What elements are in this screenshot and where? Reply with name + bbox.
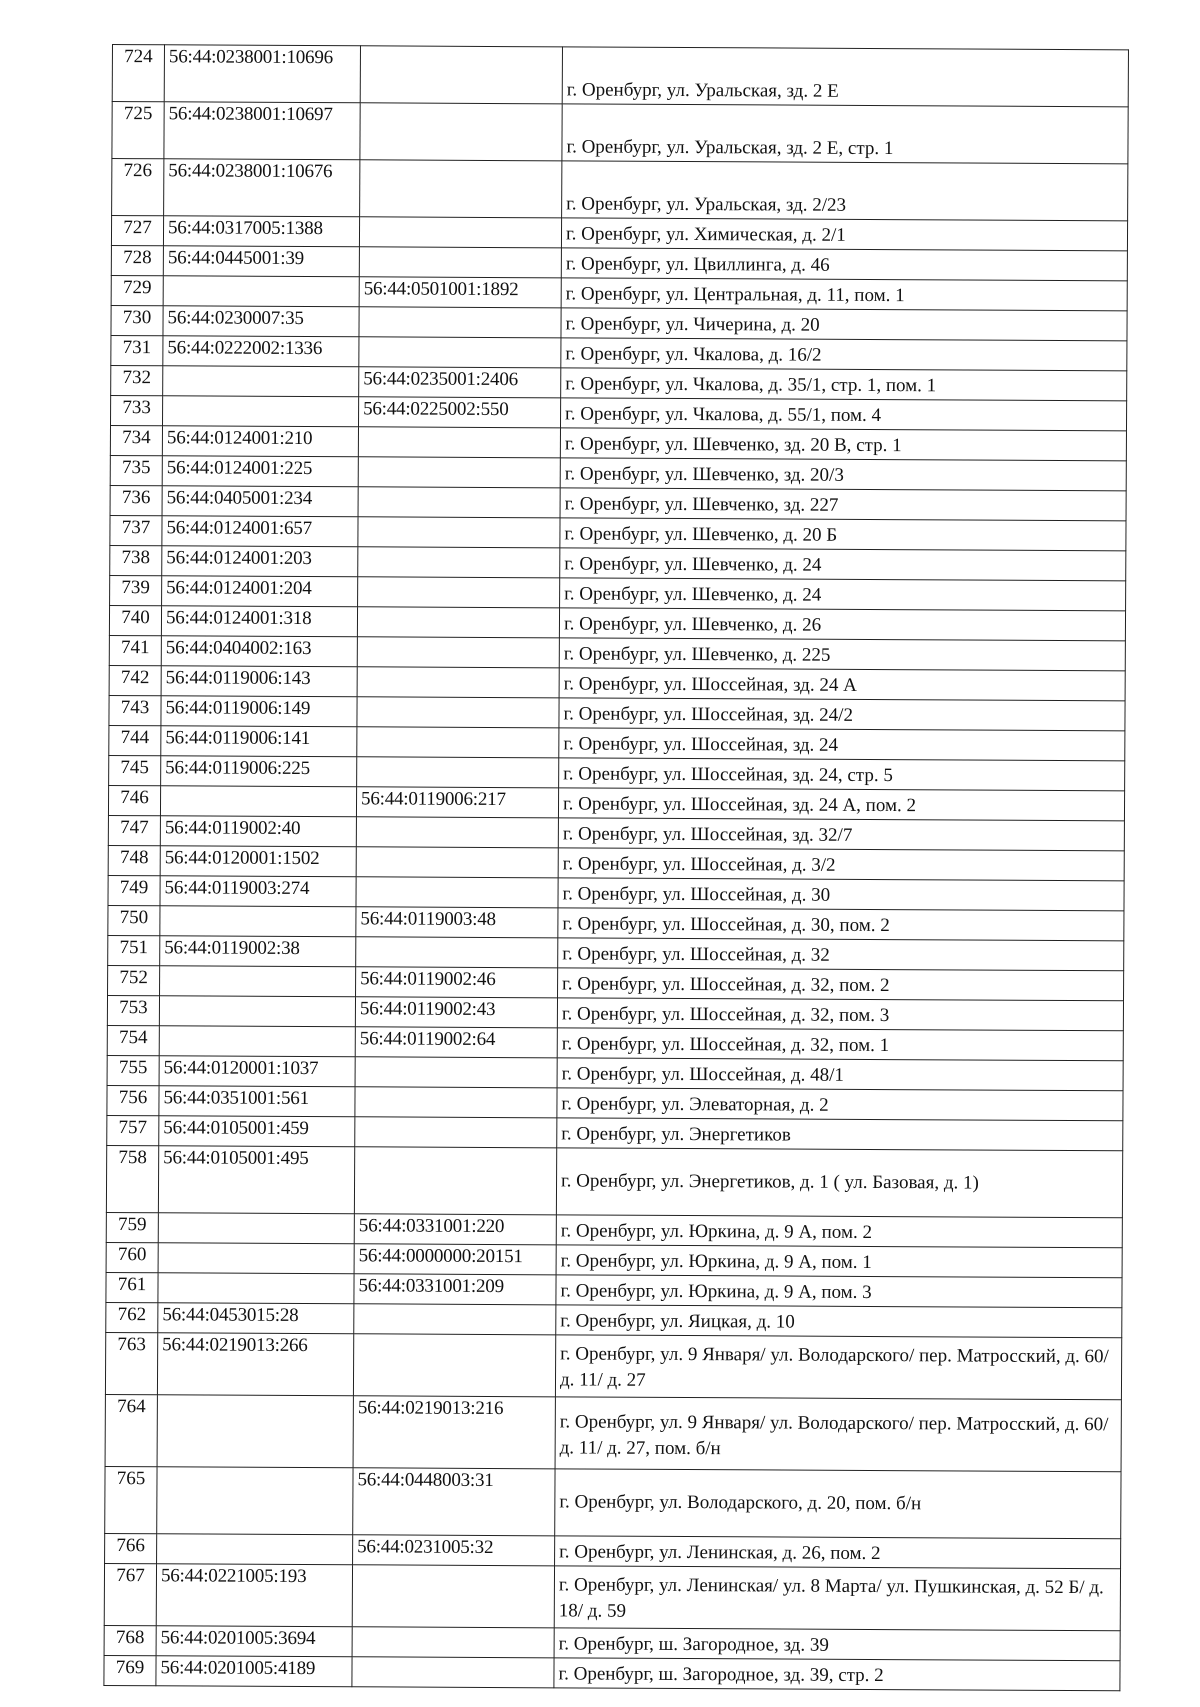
- row-number: 761: [106, 1272, 158, 1302]
- cadastral-number-premises: 56:44:0119002:64: [355, 1027, 557, 1058]
- cadastral-number-premises: [356, 847, 558, 878]
- cadastral-number-building: 56:44:0119002:40: [160, 816, 356, 847]
- cadastral-number-premises: [360, 46, 562, 104]
- row-number: 751: [108, 935, 160, 965]
- cadastral-number-building: 56:44:0230007:35: [163, 306, 359, 337]
- cadastral-number-building: [157, 1395, 353, 1468]
- table-row: [105, 1332, 1121, 1399]
- address-cell: г. Оренбург, ш. Загородное, зд. 39: [554, 1628, 1120, 1661]
- cadastral-number-building: 56:44:0124001:657: [162, 516, 358, 547]
- cadastral-number-building: 56:44:0124001:318: [161, 606, 357, 637]
- cadastral-number-premises: [355, 1117, 557, 1148]
- row-number: 764: [105, 1394, 157, 1466]
- cadastral-number-premises: [359, 247, 561, 278]
- address-cell: г. Оренбург, ул. Шевченко, д. 24: [560, 578, 1126, 611]
- address-cell: г. Оренбург, ул. Шоссейная, д. 30: [558, 878, 1124, 911]
- cadastral-number-premises: [358, 427, 560, 458]
- address-cell: г. Оренбург, ул. Чкалова, д. 55/1, пом. 4: [560, 398, 1126, 431]
- cadastral-number-building: 56:44:0222002:1336: [163, 336, 359, 367]
- cadastral-number-premises: 56:44:0501001:1892: [359, 277, 561, 308]
- row-number: 729: [111, 275, 163, 305]
- address-cell: г. Оренбург, ул. Цвиллинга, д. 46: [561, 248, 1127, 281]
- row-number: 757: [107, 1115, 159, 1145]
- cadastral-number-premises: 56:44:0000000:20151: [354, 1244, 556, 1275]
- cadastral-number-premises: [353, 1334, 555, 1397]
- cadastral-number-building: 56:44:0404002:163: [161, 636, 357, 667]
- cadastral-number-premises: [355, 1057, 557, 1088]
- address-cell: г. Оренбург, ул. Чичерина, д. 20: [561, 308, 1127, 341]
- address-cell: г. Оренбург, ул. Чкалова, д. 35/1, стр. 1, пом. 1: [561, 368, 1127, 401]
- row-number: 741: [109, 635, 161, 665]
- row-number: 763: [105, 1332, 157, 1394]
- cadastral-number-building: 56:44:0120001:1037: [159, 1056, 355, 1087]
- address-cell: г. Оренбург, ул. Центральная, д. 11, пом. 1: [561, 278, 1127, 311]
- row-number: 755: [107, 1055, 159, 1085]
- row-number: 762: [106, 1302, 158, 1332]
- cadastral-number-premises: [356, 817, 558, 848]
- cadastral-number-building: [158, 1213, 354, 1244]
- cadastral-number-premises: [356, 877, 558, 908]
- row-number: 747: [108, 815, 160, 845]
- cadastral-number-building: 56:44:0124001:204: [162, 576, 358, 607]
- cadastral-number-premises: [359, 337, 561, 368]
- cadastral-number-building: 56:44:0453015:28: [158, 1303, 354, 1334]
- address-cell: г. Оренбург, ул. Шевченко, зд. 20/3: [560, 458, 1126, 491]
- document-page: [103, 44, 1129, 1691]
- address-cell: г. Оренбург, ул. Володарского, д. 20, пом. б/н: [555, 1469, 1121, 1539]
- row-number: 750: [108, 905, 160, 935]
- address-cell: г. Оренбург, ул. Шоссейная, зд. 24/2: [559, 698, 1125, 731]
- table-row: [105, 1466, 1121, 1538]
- cadastral-number-building: 56:44:0119002:38: [160, 936, 356, 967]
- row-number: 767: [104, 1563, 156, 1625]
- address-cell: г. Оренбург, ул. Шоссейная, зд. 24: [559, 728, 1125, 761]
- address-cell: г. Оренбург, ул. Ленинская, д. 26, пом. 2: [555, 1536, 1121, 1569]
- cadastral-number-premises: [360, 103, 562, 161]
- cadastral-number-building: 56:44:0238001:10697: [164, 102, 360, 160]
- row-number: 745: [109, 755, 161, 785]
- address-cell: г. Оренбург, ул. Юркина, д. 9 А, пом. 1: [556, 1245, 1122, 1278]
- cadastral-number-premises: [356, 937, 558, 968]
- address-cell: г. Оренбург, ул. Яицкая, д. 10: [556, 1305, 1122, 1338]
- address-cell: г. Оренбург, ул. 9 Января/ ул. Володарского/ пер. Матросский, д. 60/ д. 11/ д. 27: [555, 1335, 1121, 1400]
- cadastral-number-premises: [357, 637, 559, 668]
- cadastral-number-building: 56:44:0105001:495: [158, 1146, 354, 1214]
- row-number: 749: [108, 875, 160, 905]
- cadastral-number-premises: 56:44:0219013:216: [353, 1396, 555, 1469]
- address-cell: г. Оренбург, ул. Ленинская/ ул. 8 Марта/ ул. Пушкинская, д. 52 Б/ д. 18/ д. 59: [554, 1566, 1120, 1631]
- row-number: 733: [111, 395, 163, 425]
- address-cell: г. Оренбург, ул. 9 Января/ ул. Володарского/ пер. Матросский, д. 60/ д. 11/ д. 27, пом. б/н: [555, 1397, 1121, 1472]
- row-number: 758: [106, 1145, 158, 1212]
- address-cell: г. Оренбург, ул. Шоссейная, зд. 24, стр. 5: [559, 758, 1125, 791]
- address-cell: г. Оренбург, ул. Шевченко, зд. 227: [560, 488, 1126, 521]
- cadastral-number-premises: [352, 1565, 554, 1628]
- row-number: 753: [107, 995, 159, 1025]
- table-row: [105, 1394, 1121, 1471]
- cadastral-number-building: [160, 966, 356, 997]
- table-row: [112, 45, 1128, 107]
- row-number: 742: [109, 665, 161, 695]
- cadastral-number-building: 56:44:0119006:149: [161, 696, 357, 727]
- address-cell: г. Оренбург, ул. Шевченко, д. 20 Б: [560, 518, 1126, 551]
- cadastral-number-building: [163, 396, 359, 427]
- address-cell: г. Оренбург, ул. Шоссейная, д. 32: [558, 938, 1124, 971]
- row-number: 748: [108, 845, 160, 875]
- cadastral-number-premises: [352, 1627, 554, 1658]
- address-cell: г. Оренбург, ул. Шоссейная, зд. 24 А, пом. 2: [558, 788, 1124, 821]
- cadastral-number-premises: [354, 1147, 556, 1215]
- address-cell: г. Оренбург, ул. Юркина, д. 9 А, пом. 3: [556, 1275, 1122, 1308]
- cadastral-number-building: 56:44:0201005:3694: [156, 1626, 352, 1657]
- cadastral-number-building: [160, 786, 356, 817]
- address-cell: г. Оренбург, ул. Уральская, зд. 2/23: [562, 161, 1128, 221]
- address-cell: г. Оренбург, ул. Шоссейная, д. 32, пом. 1: [557, 1028, 1123, 1061]
- cadastral-number-premises: [357, 727, 559, 758]
- row-number: 744: [109, 725, 161, 755]
- cadastral-number-building: 56:44:0120001:1502: [160, 846, 356, 877]
- cadastral-number-premises: [357, 667, 559, 698]
- address-cell: г. Оренбург, ул. Шевченко, д. 26: [559, 608, 1125, 641]
- cadastral-number-premises: 56:44:0235001:2406: [359, 367, 561, 398]
- table-row: [104, 1655, 1120, 1690]
- address-cell: г. Оренбург, ул. Юркина, д. 9 А, пом. 2: [556, 1215, 1122, 1248]
- cadastral-number-premises: [358, 517, 560, 548]
- row-number: 743: [109, 695, 161, 725]
- row-number: 732: [111, 365, 163, 395]
- row-number: 731: [111, 335, 163, 365]
- address-cell: г. Оренбург, ул. Шоссейная, д. 32, пом. 2: [558, 968, 1124, 1001]
- cadastral-number-premises: 56:44:0331001:209: [354, 1274, 556, 1305]
- address-cell: г. Оренбург, ул. Шоссейная, зд. 24 А: [559, 668, 1125, 701]
- cadastral-number-premises: [358, 457, 560, 488]
- property-table: [103, 44, 1129, 1691]
- address-cell: г. Оренбург, ул. Уральская, зд. 2 Е: [562, 47, 1128, 107]
- cadastral-number-building: 56:44:0201005:4189: [156, 1656, 352, 1687]
- cadastral-number-building: [158, 1273, 354, 1304]
- cadastral-number-premises: [359, 307, 561, 338]
- cadastral-number-premises: [358, 547, 560, 578]
- cadastral-number-premises: 56:44:0119002:46: [356, 967, 558, 998]
- row-number: 724: [112, 45, 164, 102]
- cadastral-number-building: 56:44:0105001:459: [159, 1116, 355, 1147]
- property-table-body: [104, 45, 1129, 1691]
- cadastral-number-building: 56:44:0124001:225: [162, 456, 358, 487]
- cadastral-number-building: 56:44:0221005:193: [156, 1564, 352, 1627]
- address-cell: г. Оренбург, ул. Шоссейная, д. 30, пом. 2: [558, 908, 1124, 941]
- row-number: 728: [111, 245, 163, 275]
- row-number: 739: [110, 575, 162, 605]
- cadastral-number-premises: [358, 577, 560, 608]
- cadastral-number-building: 56:44:0124001:210: [162, 426, 358, 457]
- cadastral-number-building: 56:44:0119006:143: [161, 666, 357, 697]
- cadastral-number-premises: [360, 160, 562, 218]
- address-cell: г. Оренбург, ул. Шевченко, зд. 20 В, стр. 1: [560, 428, 1126, 461]
- row-number: 730: [111, 305, 163, 335]
- cadastral-number-building: 56:44:0238001:10676: [164, 159, 360, 217]
- cadastral-number-building: 56:44:0119003:274: [160, 876, 356, 907]
- cadastral-number-building: 56:44:0119006:225: [161, 756, 357, 787]
- cadastral-number-building: 56:44:0317005:1388: [163, 216, 359, 247]
- address-cell: г. Оренбург, ул. Шоссейная, д. 32, пом. 3: [557, 998, 1123, 1031]
- cadastral-number-building: [157, 1534, 353, 1565]
- row-number: 768: [104, 1625, 156, 1655]
- address-cell: г. Оренбург, ул. Шоссейная, зд. 32/7: [558, 818, 1124, 851]
- table-row: [106, 1145, 1122, 1217]
- cadastral-number-premises: [359, 217, 561, 248]
- cadastral-number-building: 56:44:0238001:10696: [164, 45, 360, 103]
- table-row: [112, 102, 1128, 164]
- cadastral-number-building: 56:44:0405001:234: [162, 486, 358, 517]
- address-cell: г. Оренбург, ул. Уральская, зд. 2 Е, стр. 1: [562, 104, 1128, 164]
- row-number: 754: [107, 1025, 159, 1055]
- cadastral-number-building: 56:44:0219013:266: [157, 1333, 353, 1396]
- row-number: 752: [108, 965, 160, 995]
- cadastral-number-premises: [357, 607, 559, 638]
- cadastral-number-premises: [357, 697, 559, 728]
- cadastral-number-premises: [352, 1657, 554, 1688]
- row-number: 756: [107, 1085, 159, 1115]
- address-cell: г. Оренбург, ул. Чкалова, д. 16/2: [561, 338, 1127, 371]
- cadastral-number-premises: 56:44:0231005:32: [353, 1535, 555, 1566]
- address-cell: г. Оренбург, ул. Шевченко, д. 24: [560, 548, 1126, 581]
- row-number: 740: [109, 605, 161, 635]
- cadastral-number-building: [163, 366, 359, 397]
- row-number: 726: [112, 159, 164, 216]
- address-cell: г. Оренбург, ул. Химическая, д. 2/1: [561, 218, 1127, 251]
- cadastral-number-premises: [357, 757, 559, 788]
- address-cell: г. Оренбург, ул. Шоссейная, д. 48/1: [557, 1058, 1123, 1091]
- row-number: 759: [106, 1212, 158, 1242]
- cadastral-number-building: [159, 1026, 355, 1057]
- row-number: 738: [110, 545, 162, 575]
- cadastral-number-building: [158, 1243, 354, 1274]
- address-cell: г. Оренбург, ул. Энергетиков: [557, 1118, 1123, 1151]
- address-cell: г. Оренбург, ул. Шевченко, д. 225: [559, 638, 1125, 671]
- row-number: 736: [110, 485, 162, 515]
- row-number: 737: [110, 515, 162, 545]
- cadastral-number-premises: [355, 1087, 557, 1118]
- cadastral-number-premises: 56:44:0331001:220: [354, 1214, 556, 1245]
- table-row: [104, 1563, 1120, 1630]
- cadastral-number-building: [157, 1467, 353, 1535]
- address-cell: г. Оренбург, ш. Загородное, зд. 39, стр. 2: [554, 1658, 1120, 1691]
- row-number: 769: [104, 1655, 156, 1685]
- row-number: 727: [111, 216, 163, 246]
- address-cell: г. Оренбург, ул. Шоссейная, д. 3/2: [558, 848, 1124, 881]
- cadastral-number-premises: 56:44:0119003:48: [356, 907, 558, 938]
- cadastral-number-premises: 56:44:0448003:31: [353, 1468, 555, 1536]
- cadastral-number-building: 56:44:0124001:203: [162, 546, 358, 577]
- row-number: 734: [110, 425, 162, 455]
- cadastral-number-premises: 56:44:0119006:217: [356, 787, 558, 818]
- row-number: 760: [106, 1242, 158, 1272]
- cadastral-number-building: [163, 276, 359, 307]
- cadastral-number-premises: [358, 487, 560, 518]
- row-number: 766: [105, 1533, 157, 1563]
- table-row: [112, 159, 1128, 221]
- row-number: 765: [105, 1466, 157, 1533]
- cadastral-number-premises: [354, 1304, 556, 1335]
- address-cell: г. Оренбург, ул. Энергетиков, д. 1 ( ул. Базовая, д. 1): [556, 1148, 1122, 1218]
- address-cell: г. Оренбург, ул. Элеваторная, д. 2: [557, 1088, 1123, 1121]
- cadastral-number-building: 56:44:0119006:141: [161, 726, 357, 757]
- row-number: 725: [112, 102, 164, 159]
- cadastral-number-premises: 56:44:0225002:550: [358, 397, 560, 428]
- cadastral-number-building: [159, 996, 355, 1027]
- cadastral-number-building: 56:44:0445001:39: [163, 246, 359, 277]
- row-number: 735: [110, 455, 162, 485]
- cadastral-number-building: [160, 906, 356, 937]
- cadastral-number-building: 56:44:0351001:561: [159, 1086, 355, 1117]
- cadastral-number-premises: 56:44:0119002:43: [355, 997, 557, 1028]
- row-number: 746: [108, 785, 160, 815]
